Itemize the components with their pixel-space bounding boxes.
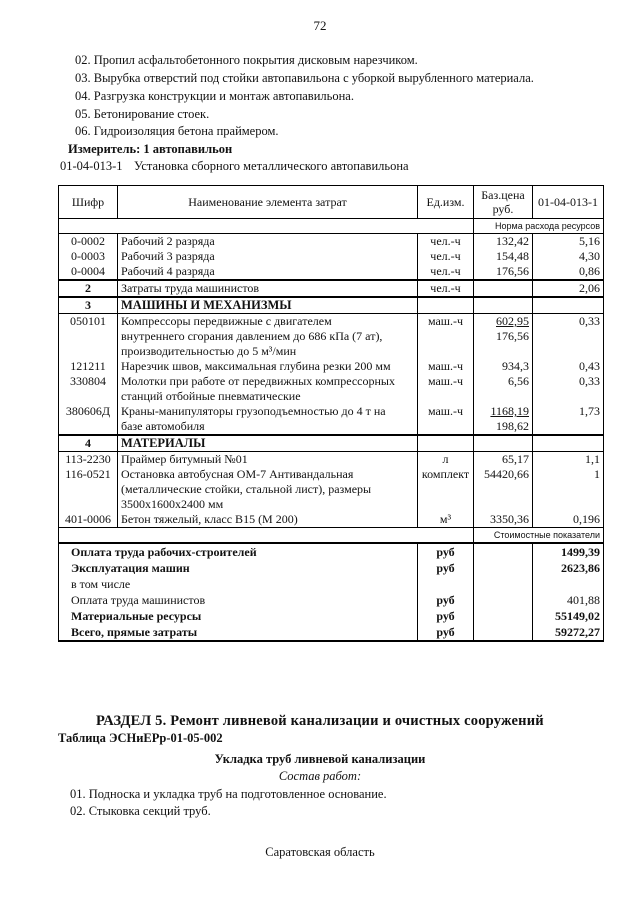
work-item: 03. Вырубка отверстий под стойки автопавильона с уборкой вырубленного материала.: [75, 71, 534, 85]
row-norm: 0,33: [533, 314, 604, 360]
row-norm: 0,196: [533, 512, 604, 528]
row-code: 116-0521: [59, 467, 118, 512]
row-name-line: Остановка автобусная ОМ-7 Антивандальная: [121, 467, 354, 481]
summary-empty: [474, 576, 533, 592]
header-name: Наименование элемента затрат: [118, 186, 418, 219]
row-unit: маш.-ч: [418, 314, 474, 360]
row-unit: маш.-ч: [418, 374, 474, 404]
row-unit: маш.-ч: [418, 359, 474, 374]
row-name: [118, 359, 418, 374]
row-price: [474, 374, 533, 404]
row-price-value: 132,42: [496, 234, 529, 248]
materials-header-row: [59, 435, 604, 452]
machine-row: [59, 404, 604, 435]
row-name-line: Праймер битумный №01: [121, 452, 248, 466]
summary-unit: руб: [418, 624, 474, 641]
row-price: [474, 467, 533, 512]
row-name-line: внутреннего сгорания давлением до 686 кПа (7 ат),: [121, 329, 383, 343]
summary-label: Всего, прямые затраты: [59, 624, 418, 641]
summary-row: [59, 624, 604, 641]
summary-row: [59, 543, 604, 560]
row-name-line: производительностью до 5 м³/мин: [121, 344, 297, 358]
row-name: [118, 374, 418, 404]
row-name: Рабочий 2 разряда: [118, 234, 418, 250]
section-title: РАЗДЕЛ 5. Ремонт ливневой канализации и очистных сооружений: [96, 713, 544, 729]
summary-empty: [474, 543, 533, 560]
row-code: 380606Д: [59, 404, 118, 435]
work-item: 01. Подноска и укладка труб на подготовленное основание.: [70, 787, 387, 801]
machines-header-row: [59, 297, 604, 314]
row-unit: маш.-ч: [418, 404, 474, 435]
row-price-secondary: 198,62: [496, 419, 529, 433]
summary-empty: [474, 560, 533, 576]
row-code: 0-0003: [59, 249, 118, 264]
page-footer: Саратовская область: [265, 845, 375, 859]
row-name: Рабочий 4 разряда: [118, 264, 418, 280]
summary-label: Материальные ресурсы: [59, 608, 418, 624]
cost-caption: Стоимостные показатели: [474, 528, 604, 544]
section-name: МАШИНЫ И МЕХАНИЗМЫ: [118, 297, 418, 314]
row-name-line: Компрессоры передвижные с двигателем: [121, 314, 332, 328]
row-name-line: Краны-манипуляторы грузоподъемностью до 4 т на: [121, 404, 386, 418]
summary-value: 55149,02: [533, 608, 604, 624]
header-norm: 01-04-013-1: [533, 186, 604, 219]
row-unit: чел.-ч: [418, 234, 474, 250]
material-row: [59, 452, 604, 468]
section-code: 3: [59, 297, 118, 314]
row-price: [474, 264, 533, 280]
row-price: [474, 452, 533, 468]
norm-name: Установка сборного металлического автопавильона: [134, 159, 409, 173]
row-norm: 0,33: [533, 374, 604, 404]
row-price-secondary: 176,56: [496, 329, 529, 343]
header-code: Шифр: [59, 186, 118, 219]
work-item: 06. Гидроизоляция бетона праймером.: [75, 124, 279, 138]
row-name-line: 3500х1600х2400 мм: [121, 497, 224, 511]
row-norm: 0,86: [533, 264, 604, 280]
row-code: 0-0004: [59, 264, 118, 280]
row-name-line: Нарезчик швов, максимальная глубина резки 200 мм: [121, 359, 391, 373]
row-code: 0-0002: [59, 234, 118, 250]
row-name: [118, 404, 418, 435]
row-unit: комплект: [418, 467, 474, 512]
summary-empty: [474, 592, 533, 608]
summary-label: Оплата труда рабочих-строителей: [59, 543, 418, 560]
table-code: Таблица ЭСНиЕРр-01-05-002: [58, 731, 223, 745]
header-unit: Ед.изм.: [418, 186, 474, 219]
row-name-line: станций отбойные пневматические: [121, 389, 301, 403]
summary-unit: руб: [418, 543, 474, 560]
row-name: [118, 467, 418, 512]
row-price: [474, 512, 533, 528]
meter-label: Измеритель: 1 автопавильон: [68, 142, 233, 156]
row-norm: 4,30: [533, 249, 604, 264]
summary-row: [59, 592, 604, 608]
summary-value: 401,88: [533, 592, 604, 608]
row-unit: чел.-ч: [418, 264, 474, 280]
row-price: [474, 404, 533, 435]
row-unit: чел.-ч: [418, 280, 474, 297]
row-code: 401-0006: [59, 512, 118, 528]
summary-unit: [418, 576, 474, 592]
row-code: 113-2230: [59, 452, 118, 468]
summary-unit: руб: [418, 592, 474, 608]
row-price-value: 934,3: [502, 359, 529, 373]
row-price: [474, 359, 533, 374]
norm-caption-row: [59, 219, 604, 234]
row-code: 330804: [59, 374, 118, 404]
work-item: 02. Пропил асфальтобетонного покрытия дисковым нарезчиком.: [75, 53, 418, 67]
summary-unit: руб: [418, 608, 474, 624]
row-name: [118, 452, 418, 468]
row-price-value: 1168,19: [490, 404, 529, 418]
summary-value: 2623,86: [533, 560, 604, 576]
summary-empty: [474, 624, 533, 641]
norm-caption: Норма расхода ресурсов: [474, 219, 604, 234]
row-name: [118, 512, 418, 528]
row-norm: 1: [533, 467, 604, 512]
norm-title: [60, 159, 409, 174]
header-price: Баз.цена руб.: [474, 186, 533, 219]
page-number: 72: [313, 18, 327, 33]
row-price-value: 54420,66: [484, 467, 529, 481]
labor-row: [59, 264, 604, 280]
summary-row: [59, 576, 604, 592]
row-price-value: 3350,36: [490, 512, 529, 526]
row-norm: 2,06: [533, 280, 604, 297]
summary-empty: [474, 608, 533, 624]
summary-value: 1499,39: [533, 543, 604, 560]
row-norm: 0,43: [533, 359, 604, 374]
machine-row: [59, 374, 604, 404]
row-norm: 1,1: [533, 452, 604, 468]
row-name-line: (металлические стойки, стальной лист), размеры: [121, 482, 372, 496]
labor-row: [59, 234, 604, 250]
row-price: [474, 314, 533, 360]
row-code: 2: [59, 280, 118, 297]
row-name-line: Молотки при работе от передвижных компрессорных: [121, 374, 395, 388]
row-unit: м³: [418, 512, 474, 528]
composition-label: Состав работ:: [278, 769, 362, 783]
work-item: 05. Бетонирование стоек.: [75, 107, 210, 121]
row-name: [118, 314, 418, 360]
row-name-line: базе автомобиля: [121, 419, 205, 433]
row-price-value: 6,56: [508, 374, 529, 388]
row-code: 050101: [59, 314, 118, 360]
row-price-value: 176,56: [496, 264, 529, 278]
summary-label: в том числе: [59, 576, 418, 592]
row-name: Рабочий 3 разряда: [118, 249, 418, 264]
machinist-row: [59, 280, 604, 297]
labor-row: [59, 249, 604, 264]
cost-caption-row: [59, 528, 604, 544]
summary-row: [59, 608, 604, 624]
table-subtitle: Укладка труб ливневой канализации: [214, 752, 426, 766]
summary-unit: руб: [418, 560, 474, 576]
row-norm: 1,73: [533, 404, 604, 435]
resource-table: [58, 185, 604, 642]
row-price-value: 154,48: [496, 249, 529, 263]
work-item: 04. Разгрузка конструкции и монтаж автопавильона.: [75, 89, 354, 103]
material-row: [59, 467, 604, 512]
row-name: Затраты труда машинистов: [118, 280, 418, 297]
row-code: 121211: [59, 359, 118, 374]
section-name: МАТЕРИАЛЫ: [118, 435, 418, 452]
row-unit: чел.-ч: [418, 249, 474, 264]
summary-label: Эксплуатация машин: [59, 560, 418, 576]
row-name-line: Бетон тяжелый, класс В15 (М 200): [121, 512, 298, 526]
material-row: [59, 512, 604, 528]
summary-value: 59272,27: [533, 624, 604, 641]
work-item: 02. Стыковка секций труб.: [70, 804, 211, 818]
row-price: [474, 249, 533, 264]
row-price-value: 65,17: [502, 452, 529, 466]
row-price: [474, 234, 533, 250]
row-price-value: 602,95: [496, 314, 529, 328]
summary-label: Оплата труда машинистов: [59, 592, 418, 608]
section-code: 4: [59, 435, 118, 452]
machine-row: [59, 314, 604, 360]
row-norm: 5,16: [533, 234, 604, 250]
summary-value: [533, 576, 604, 592]
machine-row: [59, 359, 604, 374]
summary-row: [59, 560, 604, 576]
row-unit: л: [418, 452, 474, 468]
norm-code: 01-04-013-1: [60, 159, 123, 173]
header-row: [59, 186, 604, 219]
